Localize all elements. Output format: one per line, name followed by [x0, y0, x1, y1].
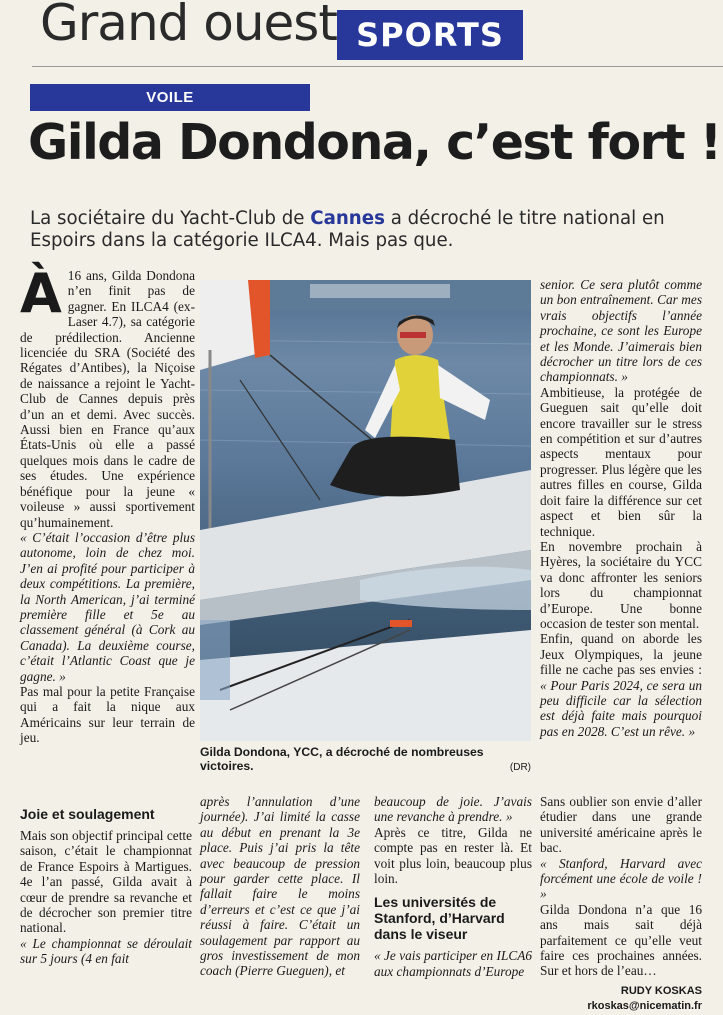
column-right	[540, 277, 702, 739]
standfirst-highlight: Cannes	[310, 208, 385, 229]
section-title: Grand ouest	[40, 0, 337, 52]
headline: Gilda Dondona, c’est fort !	[28, 114, 721, 171]
quote-2-cont: après l’annulation d’une journée). J’ai limité la casse au début en prenant la 3e place. Puis j’ai pris la tête avec beaucoup de pression pour garder cette place. Il fallait faire le moins d’erreurs et c’est ce que j’ai réussi à faire. C’était un soulagement par rapport au gros investissement de mon coach (Pierre Gueguen), et	[200, 794, 360, 979]
sailor-photo	[200, 280, 531, 741]
paragraph-3: Mais son objectif principal cette saison, c’était le championnat de France Espoirs à Martigues. 4e l’an passé, Gilda avait à cœur de prendre sa revanche et de décrocher son premier titre national.	[20, 828, 192, 936]
paragraph-5: Ambitieuse, la protégée de Gueguen sait qu’elle doit encore travailler sur le stress en compétition et sur d’autres aspects mentaux pour progresser. Plus légère que les autres filles en course, Gilda doit faire la différence sur cet aspect et bien sûr la technique.	[540, 384, 702, 539]
quote-3: « Je vais participer en ILCA6 aux championnats d’Europe	[374, 948, 532, 979]
paragraph-8: Sans oublier son envie d’aller étudier dans une grande université américaine après le bac.	[540, 794, 702, 856]
photo-illustration	[200, 280, 531, 741]
paragraph-6: En novembre prochain à Hyères, la sociétaire du YCC va donc affronter les seniors lors du championnat d’Europe. Une bonne occasion de tester son mental.	[540, 538, 702, 631]
subhead-universites: Les universités de Stanford, d’Harvard dans le viseur	[374, 894, 505, 943]
photo-caption: Gilda Dondona, YCC, a décroché de nombreuses victoires.	[200, 745, 484, 773]
rubric-label: VOILE	[30, 84, 310, 111]
column-bottom-2	[200, 794, 360, 979]
dropcap: À	[20, 262, 62, 325]
intro-text: 16 ans, Gilda Dondona n’en finit pas de gagner. En ILCA4 (ex-Laser 4.7), sa catégorie de prédilection. Ancienne licenciée du SRA (Société des Régates d’Antibes), la Niçoise de naissance a rejoint le Yacht-Club de Cannes depuis près d’un an et demi. Avec succès. Aussi bien en France qu’aux États-Unis où elle a passé quelques mois dans le cadre de ses études. Une expérience bénéfique pour la jeune « voileuse » aussi sportivement qu’humainement.	[20, 268, 195, 530]
quote-4: « Pour Paris 2024, ce sera un peu difficile car la sélection est déjà faite mais pourquoi pas en 2028. C’est un rêve. »	[540, 677, 702, 739]
byline-author: RUDY KOSKAS	[620, 984, 702, 997]
quote-2-end: beaucoup de joie. J’avais une revanche à prendre. »	[374, 794, 532, 825]
byline-email: rkoskas@nicematin.fr	[587, 1000, 702, 1013]
standfirst	[30, 208, 710, 252]
quote-5: « Stanford, Harvard avec forcément une école de voile ! »	[540, 855, 702, 902]
standfirst-part1: La sociétaire du Yacht-Club de	[30, 208, 311, 229]
paragraph-2: Pas mal pour la petite Française qui a fait la nique aux Américains sur leur terrain de jeu.	[20, 683, 195, 746]
top-rule	[32, 66, 723, 67]
column-bottom-3	[374, 794, 532, 979]
photo-credit: (DR)	[509, 762, 531, 773]
quote-1: « C’était l’occasion d’être plus autonome, loin de chez moi. J’en ai profité pour participer à deux compétitions. La première, la North American, j’ai terminé première fille et 5e au classement général (à Cork au Canada). La deuxième course, c’était l’Atlantic Coast que je gagne. »	[20, 529, 195, 684]
quote-2: « Le championnat se déroulait sur 5 jours (4 en fait	[20, 935, 192, 967]
sports-badge: SPORTS	[337, 10, 523, 60]
paragraph-intro	[20, 262, 195, 530]
paragraph-7-text: Enfin, quand on aborde les Jeux Olympiques, la jeune fille ne cache pas ses envies :	[540, 631, 702, 678]
photo-block	[200, 280, 531, 775]
subhead-joie: Joie et soulagement	[20, 806, 155, 822]
paragraph-9: Gilda Dondona n’a que 16 ans mais sait déjà parfaitement ce qu’elle veut faire ces prochaines années. Sur et hors de l’eau…	[540, 901, 702, 979]
column-1	[20, 262, 195, 746]
standfirst-part2: a décroché le titre national en Espoirs dans la catégorie ILCA4. Mais pas que.	[30, 208, 665, 251]
paragraph-7	[540, 631, 702, 739]
column-bottom-4	[540, 794, 702, 1015]
paragraph-4: Après ce titre, Gilda ne compte pas en rester là. Et voit plus loin, beaucoup plus loin.	[374, 824, 532, 887]
column-bottom-1	[20, 806, 192, 967]
quote-3-cont: senior. Ce sera plutôt comme un bon entraînement. Car mes vrais objectifs l’année prochaine, ce sont les Europe et les Monde. J’aimerais bien décrocher un titre lors de ces championnats. »	[540, 277, 702, 385]
